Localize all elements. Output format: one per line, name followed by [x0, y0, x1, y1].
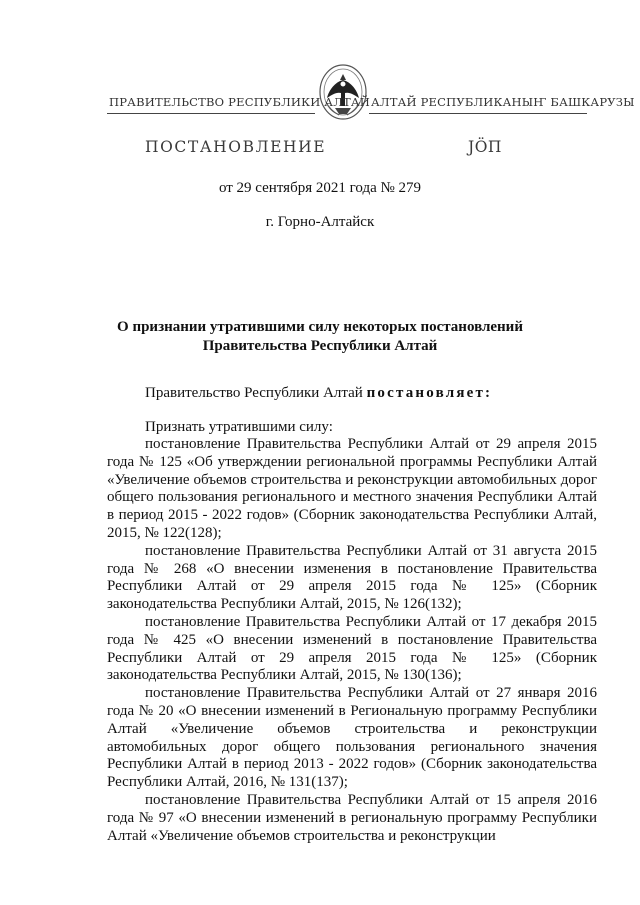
decree-type-ru: ПОСТАНОВЛЕНИЕ — [145, 138, 327, 156]
government-name-alt: АЛТАЙ РЕСПУБЛИКАНЫҤ БАШКАРУЗЫ — [371, 95, 635, 109]
intro-text: Правительство Республики Алтай — [145, 385, 367, 401]
list-heading: Признать утратившими силу: — [145, 419, 333, 435]
decree-type-alt: ЈӦП — [468, 138, 502, 156]
header-divider-right — [369, 113, 587, 114]
document-title-line-2: Правительства Республики Алтай — [202, 338, 438, 354]
list-item: постановление Правительства Республики Алтай от 15 апреля 2016 года № 97 «О внесении изменений в региональную программу Республики Алтай «Увеличение объемов строительства и реконструкции — [107, 791, 597, 844]
list-item: постановление Правительства Республики Алтай от 17 декабря 2015 года № 425 «О внесении изменений в постановление Правительства Республики Алтай от 29 апреля 2015 года № 125» (Сборник законодательства Республики Алтай, 2015, № 130(136); — [107, 613, 597, 684]
intro-keyword: постановляет: — [366, 385, 493, 401]
coat-of-arms-icon — [317, 62, 369, 122]
repealed-acts-list — [107, 436, 597, 845]
decree-city: г. Горно-Алтайск — [265, 214, 375, 230]
resolution-intro — [107, 385, 597, 403]
government-name-ru: ПРАВИТЕЛЬСТВО РЕСПУБЛИКИ АЛТАЙ — [109, 95, 371, 109]
list-item: постановление Правительства Республики Алтай от 27 января 2016 года № 20 «О внесении изменений в Региональную программу Республики Алтай «Увеличение объемов строительства и реконструкции автомобильных дорог общего пользования регионального значения Республики Алтай в период 2013 - 2022 годов» (Сборник законодательства Республики Алтай, 2016, № 131(137); — [107, 685, 597, 791]
list-item: постановление Правительства Республики Алтай от 31 августа 2015 года № 268 «О внесении изменения в постановление Правительства Республики Алтай от 29 апреля 2015 года № 125» (Сборник законодательства Республики Алтай, 2015, № 126(132); — [107, 542, 597, 613]
list-item: постановление Правительства Республики Алтай от 29 апреля 2015 года № 125 «Об утверждении региональной программы Республики Алтай «Увеличение объемов строительства и реконструкции автомобильных дорог общего пользования регионального и местного значения Республики Алтай в период 2015 - 2022 годов» (Сборник законодательства Республики Алтай, 2015, № 122(128); — [107, 436, 597, 541]
header-divider-left — [107, 113, 315, 114]
document-title-line-1: О признании утратившими силу некоторых постановлений — [117, 319, 523, 335]
decree-date-number: от 29 сентября 2021 года № 279 — [218, 180, 422, 196]
